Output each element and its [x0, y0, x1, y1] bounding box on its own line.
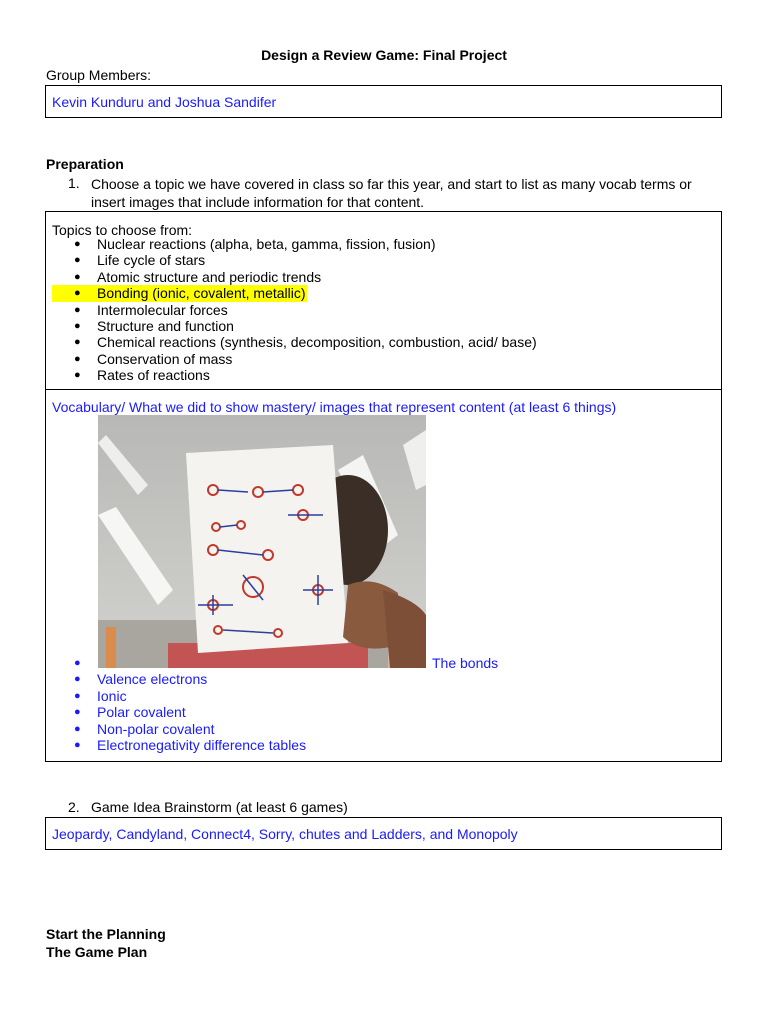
list-item — [52, 236, 712, 252]
bonds-worksheet-photo — [98, 415, 426, 668]
photo-illustration — [98, 415, 426, 668]
topic-label: Bonding (ionic, covalent, metallic) — [97, 285, 306, 302]
step-2-number: 2. — [68, 799, 80, 815]
topic-label: Chemical reactions (synthesis, decomposition, combustion, acid/ base) — [97, 334, 537, 351]
vocab-heading: Vocabulary/ What we did to show mastery/ images that represent content (at least 6 things) — [52, 399, 617, 415]
list-item — [52, 704, 712, 720]
step-1-number: 1. — [68, 175, 80, 191]
list-item — [52, 302, 712, 318]
planning-heading: Start the Planning — [46, 926, 166, 942]
vocab-term: Ionic — [97, 687, 127, 704]
list-item — [52, 737, 712, 753]
list-item — [52, 367, 712, 383]
list-item — [52, 721, 712, 737]
topics-list — [52, 236, 712, 384]
topic-label: Life cycle of stars — [97, 252, 206, 269]
list-item — [52, 269, 712, 285]
topics-heading: Topics to choose from: — [52, 222, 193, 238]
group-members-label: Group Members: — [46, 67, 152, 83]
vocab-term: Polar covalent — [97, 704, 186, 721]
list-item — [52, 252, 712, 268]
game-ideas-box[interactable] — [45, 817, 722, 850]
game-ideas-value: Jeopardy, Candyland, Connect4, Sorry, chutes and Ladders, and Monopoly — [52, 826, 518, 842]
list-item — [52, 318, 712, 334]
list-item — [52, 334, 712, 350]
game-plan-heading: The Game Plan — [46, 944, 148, 960]
list-item — [52, 351, 712, 367]
step-1-text: Choose a topic we have covered in class so far this year, and start to list as many vocab terms or insert images that include information for that content. — [91, 176, 692, 210]
step-2-text: Game Idea Brainstorm (at least 6 games) — [91, 799, 348, 815]
topic-label: Intermolecular forces — [97, 301, 228, 318]
image-caption: The bonds — [432, 655, 499, 671]
list-item — [52, 688, 712, 704]
vocab-term: Electronegativity difference tables — [97, 737, 307, 754]
document-title: Design a Review Game: Final Project — [261, 47, 507, 63]
vocab-list — [52, 655, 712, 753]
vocab-term: Valence electrons — [97, 671, 208, 688]
vocab-term: Non-polar covalent — [97, 720, 215, 737]
list-item — [52, 655, 712, 671]
topic-label: Nuclear reactions (alpha, beta, gamma, fission, fusion) — [97, 236, 436, 252]
list-item-highlighted — [52, 285, 307, 301]
group-members-value: Kevin Kunduru and Joshua Sandifer — [52, 94, 277, 110]
topic-label: Atomic structure and periodic trends — [97, 268, 322, 285]
topic-label: Structure and function — [97, 318, 234, 335]
list-item — [52, 671, 712, 687]
topics-cell[interactable] — [46, 212, 721, 390]
topic-label: Rates of reactions — [97, 367, 210, 384]
topic-label: Conservation of mass — [97, 350, 233, 367]
preparation-heading: Preparation — [46, 156, 124, 172]
group-members-box[interactable] — [45, 85, 722, 118]
